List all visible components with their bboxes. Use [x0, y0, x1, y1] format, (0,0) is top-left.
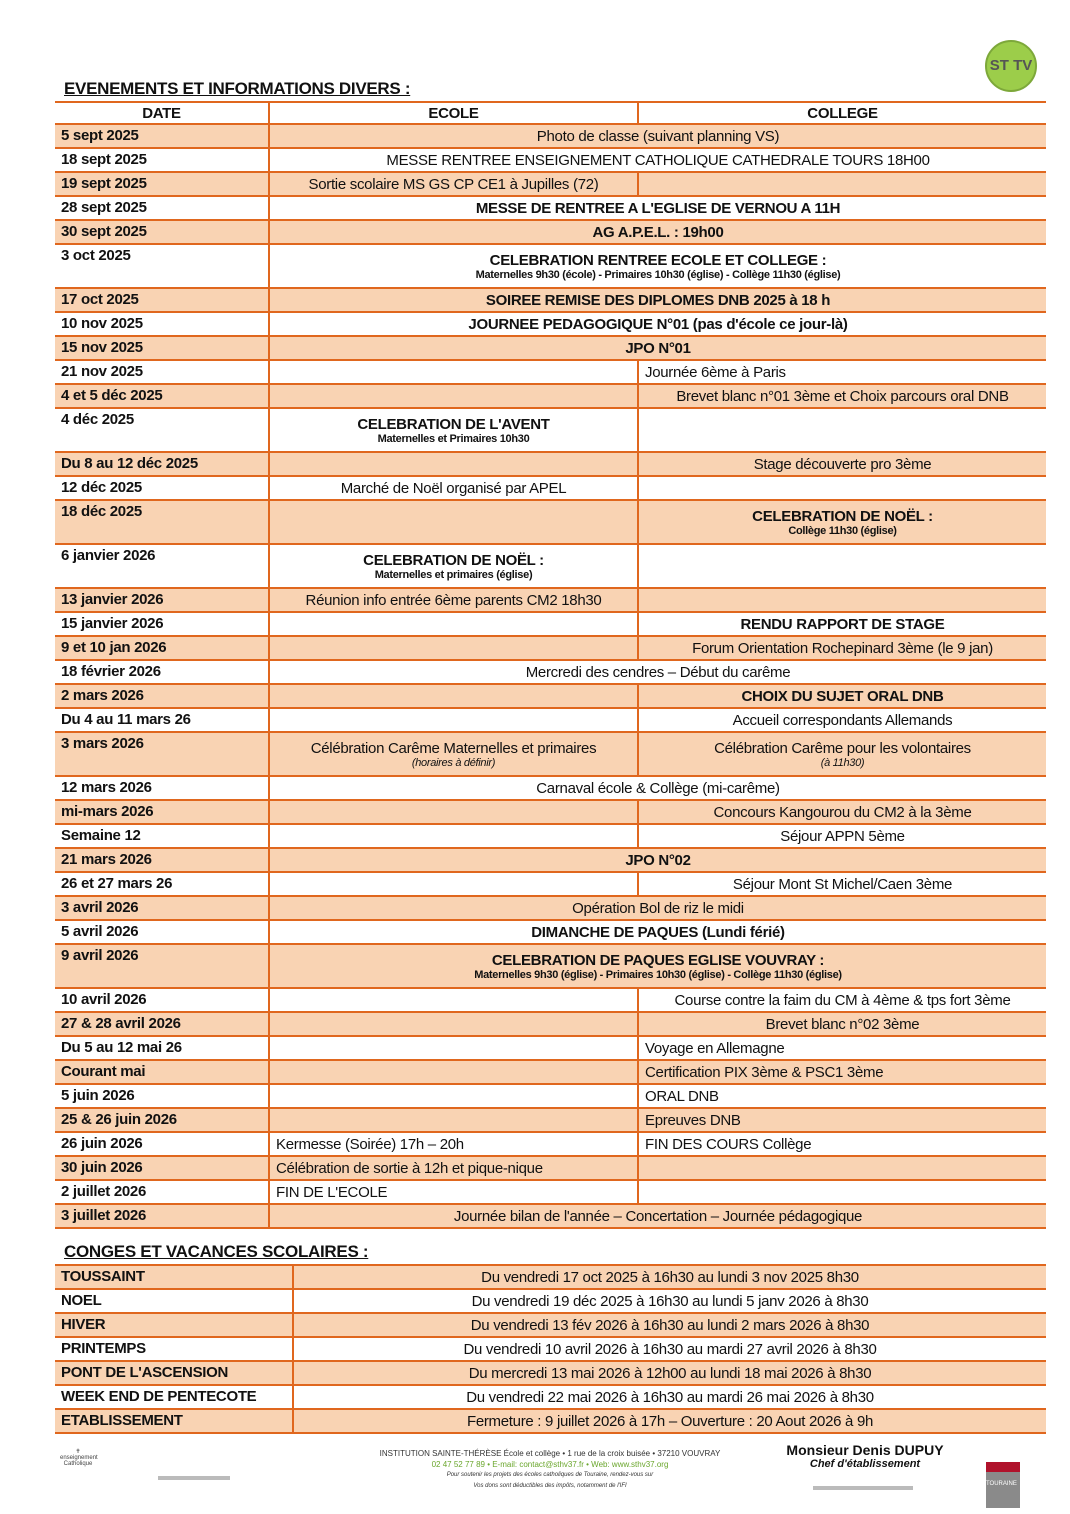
event-college [638, 1132, 1046, 1156]
holiday-dates [293, 1385, 1046, 1409]
event-date-text: 26 et 27 mars 26 [61, 875, 173, 892]
event-college-text: Course contre la faim du CM à 4ème & tps fort 3ème [674, 991, 1011, 1009]
event-both [269, 776, 1046, 800]
event-date [55, 1180, 269, 1204]
holiday-dates-text: Du mercredi 13 mai 2026 à 12h00 au lundi 18 mai 2026 à 8h30 [468, 1364, 872, 1382]
event-college [638, 384, 1046, 408]
event-ecole [269, 384, 638, 408]
event-date-text: 4 déc 2025 [61, 411, 134, 428]
event-college-detail: (à 11h30) [820, 756, 865, 769]
event-date [55, 1132, 269, 1156]
event-date [55, 1084, 269, 1108]
event-ecole [269, 1108, 638, 1132]
event-ecole [269, 172, 638, 196]
footer-address [300, 1448, 800, 1492]
holiday-name-text: ETABLISSEMENT [61, 1412, 183, 1429]
event-date [55, 476, 269, 500]
event-date [55, 612, 269, 636]
event-college-text: RENDU RAPPORT DE STAGE [740, 615, 945, 633]
header-ecole: ECOLE [269, 102, 638, 124]
event-college-text: ORAL DNB [645, 1087, 719, 1105]
event-college-text: Stage découverte pro 3ème [753, 455, 932, 473]
event-both-detail: Maternelles 9h30 (église) - Primaires 10h30 (église) - Collège 11h30 (église) [474, 968, 842, 981]
holiday-name [55, 1337, 293, 1361]
event-date-text: 18 février 2026 [61, 663, 161, 680]
holiday-name [55, 1265, 293, 1289]
event-both-text: Photo de classe (suivant planning VS) [536, 127, 780, 145]
event-date-text: 3 oct 2025 [61, 247, 131, 264]
event-date [55, 312, 269, 336]
event-both-text: MESSE RENTREE ENSEIGNEMENT CATHOLIQUE CATHEDRALE TOURS 18H00 [386, 151, 930, 169]
holiday-dates [293, 1265, 1046, 1289]
holiday-dates-text: Fermeture : 9 juillet 2026 à 17h – Ouverture : 20 Aout 2026 à 9h [466, 1412, 874, 1430]
holiday-row [55, 1361, 1046, 1385]
event-both-text: SOIREE REMISE DES DIPLOMES DNB 2025 à 18 h [485, 291, 831, 309]
event-row [55, 1204, 1046, 1228]
holiday-name-text: PONT DE L'ASCENSION [61, 1364, 229, 1381]
event-date [55, 708, 269, 732]
event-ecole [269, 1060, 638, 1084]
event-both-text: Carnaval école & Collège (mi-carême) [536, 779, 780, 797]
event-date-text: Du 5 au 12 mai 26 [61, 1039, 182, 1056]
event-ecole-text: Réunion info entrée 6ème parents CM2 18h30 [305, 591, 602, 609]
event-ecole-text: Kermesse (Soirée) 17h – 20h [276, 1135, 464, 1153]
holiday-name-text: TOUSSAINT [61, 1268, 145, 1285]
holiday-dates [293, 1361, 1046, 1385]
event-college-text: Séjour Mont St Michel/Caen 3ème [732, 875, 953, 893]
holiday-name-text: PRINTEMPS [61, 1340, 146, 1357]
event-date [55, 1108, 269, 1132]
holiday-name-text: WEEK END DE PENTECOTE [61, 1388, 257, 1405]
event-date-text: 3 mars 2026 [61, 735, 144, 752]
event-row [55, 124, 1046, 148]
event-both [269, 312, 1046, 336]
event-row [55, 336, 1046, 360]
event-date-text: 19 sept 2025 [61, 175, 147, 192]
event-both [269, 336, 1046, 360]
event-ecole [269, 1036, 638, 1060]
event-college-text: Forum Orientation Rochepinard 3ème (le 9 jan) [692, 639, 993, 657]
event-date-text: 3 avril 2026 [61, 899, 139, 916]
holiday-name [55, 1361, 293, 1385]
event-date-text: 5 sept 2025 [61, 127, 139, 144]
event-row [55, 660, 1046, 684]
event-ecole [269, 1132, 638, 1156]
event-college-text: Brevet blanc n°01 3ème et Choix parcours oral DNB [676, 387, 1009, 405]
event-college [638, 588, 1046, 612]
event-both [269, 220, 1046, 244]
event-both [269, 196, 1046, 220]
event-date-text: 2 mars 2026 [61, 687, 144, 704]
event-date [55, 148, 269, 172]
holidays-title: CONGES ET VACANCES SCOLAIRES : [64, 1242, 369, 1261]
event-row [55, 476, 1046, 500]
event-ecole [269, 800, 638, 824]
event-ecole [269, 588, 638, 612]
event-row [55, 312, 1046, 336]
event-date-text: 9 avril 2026 [61, 947, 139, 964]
event-ecole [269, 684, 638, 708]
event-date [55, 172, 269, 196]
event-date-text: 4 et 5 déc 2025 [61, 387, 163, 404]
event-college [638, 636, 1046, 660]
event-date [55, 636, 269, 660]
event-date [55, 1036, 269, 1060]
event-row [55, 776, 1046, 800]
event-college-text: Journée 6ème à Paris [645, 363, 786, 381]
event-both-text: DIMANCHE DE PAQUES (Lundi férié) [531, 923, 785, 941]
event-both-text: AG A.P.E.L. : 19h00 [592, 223, 724, 241]
signature-line [813, 1486, 913, 1490]
event-date [55, 872, 269, 896]
events-table [55, 101, 1046, 1229]
event-ecole [269, 636, 638, 660]
event-ecole [269, 988, 638, 1012]
holiday-row [55, 1385, 1046, 1409]
event-college-text: Voyage en Allemagne [645, 1039, 785, 1057]
holiday-dates-text: Du vendredi 10 avril 2026 à 16h30 au mardi 27 avril 2026 à 8h30 [463, 1340, 877, 1358]
holiday-dates-text: Du vendredi 13 fév 2026 à 16h30 au lundi 2 mars 2026 à 8h30 [470, 1316, 870, 1334]
event-date [55, 336, 269, 360]
event-college [638, 408, 1046, 452]
event-both [269, 148, 1046, 172]
event-college [638, 500, 1046, 544]
event-ecole [269, 408, 638, 452]
event-ecole-detail: (horaires à définir) [411, 756, 496, 769]
holiday-dates [293, 1409, 1046, 1433]
touraine-logo: TOURAINE [986, 1462, 1020, 1508]
event-row [55, 848, 1046, 872]
event-ecole-detail: Maternelles et primaires (église) [374, 568, 533, 581]
event-row [55, 544, 1046, 588]
event-date [55, 920, 269, 944]
event-both-text: Journée bilan de l'année – Concertation – Journée pédagogique [453, 1207, 863, 1225]
event-ecole [269, 1012, 638, 1036]
event-date [55, 360, 269, 384]
event-date [55, 848, 269, 872]
event-date [55, 732, 269, 776]
event-date [55, 452, 269, 476]
event-date [55, 988, 269, 1012]
event-row [55, 988, 1046, 1012]
holiday-name-text: NOEL [61, 1292, 102, 1309]
event-row [55, 588, 1046, 612]
event-college [638, 1156, 1046, 1180]
header-date: DATE [55, 102, 269, 124]
event-college-text: Séjour APPN 5ème [780, 827, 905, 845]
event-row [55, 196, 1046, 220]
event-row [55, 1036, 1046, 1060]
event-row [55, 732, 1046, 776]
event-row [55, 384, 1046, 408]
holiday-name [55, 1313, 293, 1337]
event-date [55, 800, 269, 824]
event-date-text: 27 & 28 avril 2026 [61, 1015, 181, 1032]
enseignement-catholique-logo: ✝ enseignement Catholique [60, 1449, 98, 1467]
event-date [55, 896, 269, 920]
event-date [55, 1012, 269, 1036]
event-date [55, 588, 269, 612]
event-ecole [269, 1156, 638, 1180]
event-row [55, 636, 1046, 660]
event-college-text: Certification PIX 3ème & PSC1 3ème [645, 1063, 884, 1081]
event-row [55, 1132, 1046, 1156]
event-date [55, 944, 269, 988]
event-row [55, 896, 1046, 920]
event-ecole-detail: Maternelles et Primaires 10h30 [377, 432, 530, 445]
holiday-name [55, 1385, 293, 1409]
holiday-dates-text: Du vendredi 22 mai 2026 à 16h30 au mardi 26 mai 2026 à 8h30 [466, 1388, 874, 1406]
signature-block [780, 1442, 950, 1470]
event-date-text: 15 nov 2025 [61, 339, 143, 356]
event-date-text: 6 janvier 2026 [61, 547, 156, 564]
holiday-row [55, 1337, 1046, 1361]
school-logo: ST TV [985, 40, 1037, 92]
event-date [55, 384, 269, 408]
event-row [55, 872, 1046, 896]
holiday-dates-text: Du vendredi 17 oct 2025 à 16h30 au lundi 3 nov 2025 8h30 [481, 1268, 859, 1286]
event-date [55, 544, 269, 588]
event-ecole [269, 1180, 638, 1204]
event-both [269, 848, 1046, 872]
event-ecole-text: FIN DE L'ECOLE [276, 1183, 388, 1201]
event-date [55, 500, 269, 544]
event-college-text: CELEBRATION DE NOËL : [752, 507, 933, 525]
event-row [55, 944, 1046, 988]
event-both [269, 244, 1046, 288]
event-college [638, 360, 1046, 384]
holiday-name-text: HIVER [61, 1316, 106, 1333]
event-ecole [269, 1084, 638, 1108]
event-date-text: 10 nov 2025 [61, 315, 143, 332]
event-row [55, 1012, 1046, 1036]
event-ecole-text: CELEBRATION DE L'AVENT [357, 415, 550, 433]
events-title: EVENEMENTS ET INFORMATIONS DIVERS : [64, 79, 411, 98]
event-college [638, 1084, 1046, 1108]
event-both-text: JPO N°01 [625, 339, 691, 357]
event-date-text: Du 4 au 11 mars 26 [61, 711, 191, 728]
event-college-text: CHOIX DU SUJET ORAL DNB [741, 687, 944, 705]
event-date-text: 12 mars 2026 [61, 779, 152, 796]
event-college-text: Accueil correspondants Allemands [732, 711, 953, 729]
holiday-dates [293, 1289, 1046, 1313]
event-both-text: Opération Bol de riz le midi [572, 899, 744, 917]
event-date [55, 124, 269, 148]
event-date-text: 5 juin 2026 [61, 1087, 135, 1104]
event-college [638, 684, 1046, 708]
event-college-text: Célébration Carême pour les volontaires [714, 739, 971, 757]
holidays-table [55, 1264, 1046, 1434]
event-date-text: 13 janvier 2026 [61, 591, 164, 608]
event-ecole [269, 476, 638, 500]
event-row [55, 1180, 1046, 1204]
contact-link[interactable]: 02 47 52 77 89 • E-mail: contact@sthv37.fr • Web: www.sthv37.org [431, 1460, 669, 1469]
event-date-text: 5 avril 2026 [61, 923, 139, 940]
event-college [638, 708, 1046, 732]
event-ecole [269, 708, 638, 732]
event-college [638, 1180, 1046, 1204]
event-college-text: FIN DES COURS Collège [645, 1135, 812, 1153]
event-both [269, 944, 1046, 988]
event-row [55, 824, 1046, 848]
signatory-name: Monsieur Denis DUPUY [786, 1442, 944, 1458]
event-college-text: Epreuves DNB [645, 1111, 741, 1129]
event-date [55, 660, 269, 684]
event-date-text: 21 nov 2025 [61, 363, 143, 380]
event-date-text: 10 avril 2026 [61, 991, 147, 1008]
event-college-text: Brevet blanc n°02 3ème [765, 1015, 920, 1033]
event-both-text: JPO N°02 [625, 851, 691, 869]
event-date [55, 684, 269, 708]
event-ecole-text: Célébration de sortie à 12h et pique-nique [276, 1159, 543, 1177]
event-date [55, 776, 269, 800]
event-row [55, 172, 1046, 196]
event-row [55, 500, 1046, 544]
event-date [55, 1156, 269, 1180]
header-college: COLLEGE [638, 102, 1046, 124]
holiday-dates [293, 1313, 1046, 1337]
event-ecole-text: Marché de Noël organisé par APEL [340, 479, 567, 497]
event-both-text: Mercredi des cendres – Début du carême [525, 663, 791, 681]
event-college [638, 1060, 1046, 1084]
event-both-text: JOURNEE PEDAGOGIQUE N°01 (pas d'école ce jour-là) [468, 315, 848, 333]
event-ecole [269, 824, 638, 848]
event-both [269, 896, 1046, 920]
event-row [55, 452, 1046, 476]
event-both [269, 1204, 1046, 1228]
event-college [638, 800, 1046, 824]
event-college [638, 544, 1046, 588]
divider [158, 1476, 230, 1480]
event-college [638, 612, 1046, 636]
event-date-text: 2 juillet 2026 [61, 1183, 147, 1200]
event-date-text: Du 8 au 12 déc 2025 [61, 455, 198, 472]
event-row [55, 800, 1046, 824]
event-date [55, 824, 269, 848]
event-row [55, 1156, 1046, 1180]
event-date-text: Semaine 12 [61, 827, 141, 844]
event-date-text: 18 sept 2025 [61, 151, 147, 168]
event-row [55, 148, 1046, 172]
event-college [638, 172, 1046, 196]
event-row [55, 288, 1046, 312]
event-date [55, 196, 269, 220]
event-both-text: CELEBRATION RENTREE ECOLE ET COLLEGE : [489, 251, 827, 269]
event-ecole [269, 360, 638, 384]
event-date-text: Courant mai [61, 1063, 146, 1080]
event-college [638, 1036, 1046, 1060]
event-date-text: 3 juillet 2026 [61, 1207, 147, 1224]
event-both-detail: Maternelles 9h30 (école) - Primaires 10h30 (église) - Collège 11h30 (église) [475, 268, 841, 281]
event-college [638, 1012, 1046, 1036]
holiday-row [55, 1409, 1046, 1433]
event-row [55, 408, 1046, 452]
event-college [638, 988, 1046, 1012]
event-ecole [269, 452, 638, 476]
event-college [638, 452, 1046, 476]
event-both [269, 920, 1046, 944]
event-row [55, 1108, 1046, 1132]
event-date-text: 9 et 10 jan 2026 [61, 639, 167, 656]
event-date-text: 30 sept 2025 [61, 223, 147, 240]
event-date-text: 28 sept 2025 [61, 199, 147, 216]
event-row [55, 920, 1046, 944]
event-ecole [269, 732, 638, 776]
event-row [55, 220, 1046, 244]
event-row [55, 708, 1046, 732]
event-date-text: 15 janvier 2026 [61, 615, 164, 632]
event-college [638, 1108, 1046, 1132]
event-ecole-text: Célébration Carême Maternelles et primaires [310, 739, 597, 757]
event-row [55, 244, 1046, 288]
event-date [55, 1204, 269, 1228]
holiday-row [55, 1313, 1046, 1337]
event-date [55, 1060, 269, 1084]
event-date-text: 17 oct 2025 [61, 291, 139, 308]
event-college [638, 872, 1046, 896]
event-date-text: mi-mars 2026 [61, 803, 154, 820]
event-ecole-text: Sortie scolaire MS GS CP CE1 à Jupilles (72) [308, 175, 599, 193]
event-ecole-text: CELEBRATION DE NOËL : [363, 551, 544, 569]
event-both [269, 288, 1046, 312]
tax-note: Vos dons sont déductibles des impôts, notamment de l'IFI [473, 1483, 627, 1489]
event-both-text: MESSE DE RENTREE A L'EGLISE DE VERNOU A 11H [475, 199, 841, 217]
event-date-text: 18 déc 2025 [61, 503, 142, 520]
event-date-text: 12 déc 2025 [61, 479, 142, 496]
event-college [638, 824, 1046, 848]
holiday-name [55, 1409, 293, 1433]
event-ecole [269, 500, 638, 544]
table-header [55, 102, 1046, 124]
event-row [55, 1084, 1046, 1108]
event-date-text: 30 juin 2026 [61, 1159, 143, 1176]
event-date-text: 26 juin 2026 [61, 1135, 143, 1152]
holiday-name [55, 1289, 293, 1313]
event-date [55, 220, 269, 244]
holiday-dates [293, 1337, 1046, 1361]
event-both-text: CELEBRATION DE PAQUES EGLISE VOUVRAY : [491, 951, 825, 969]
event-date-text: 21 mars 2026 [61, 851, 152, 868]
event-college [638, 732, 1046, 776]
event-row [55, 1060, 1046, 1084]
event-row [55, 360, 1046, 384]
holiday-dates-text: Du vendredi 19 déc 2025 à 16h30 au lundi 5 janv 2026 à 8h30 [471, 1292, 869, 1310]
signatory-role: Chef d'établissement [809, 1458, 921, 1470]
event-college-detail: Collège 11h30 (église) [788, 524, 897, 537]
address-text: INSTITUTION SAINTE-THÉRÈSE École et collège • 1 rue de la croix buisée • 37210 VOUVRAY [379, 1449, 721, 1458]
event-date [55, 408, 269, 452]
event-both [269, 660, 1046, 684]
event-row [55, 612, 1046, 636]
event-ecole [269, 872, 638, 896]
event-ecole [269, 544, 638, 588]
event-both [269, 124, 1046, 148]
holiday-row [55, 1265, 1046, 1289]
holiday-row [55, 1289, 1046, 1313]
event-date [55, 244, 269, 288]
event-date-text: 25 & 26 juin 2026 [61, 1111, 177, 1128]
event-date [55, 288, 269, 312]
event-college-text: Concours Kangourou du CM2 à la 3ème [713, 803, 972, 821]
event-row [55, 684, 1046, 708]
event-college [638, 476, 1046, 500]
event-ecole [269, 612, 638, 636]
donation-note: Pour soutenir les projets des écoles catholiques de Touraine, rendez-vous sur [446, 1472, 654, 1478]
